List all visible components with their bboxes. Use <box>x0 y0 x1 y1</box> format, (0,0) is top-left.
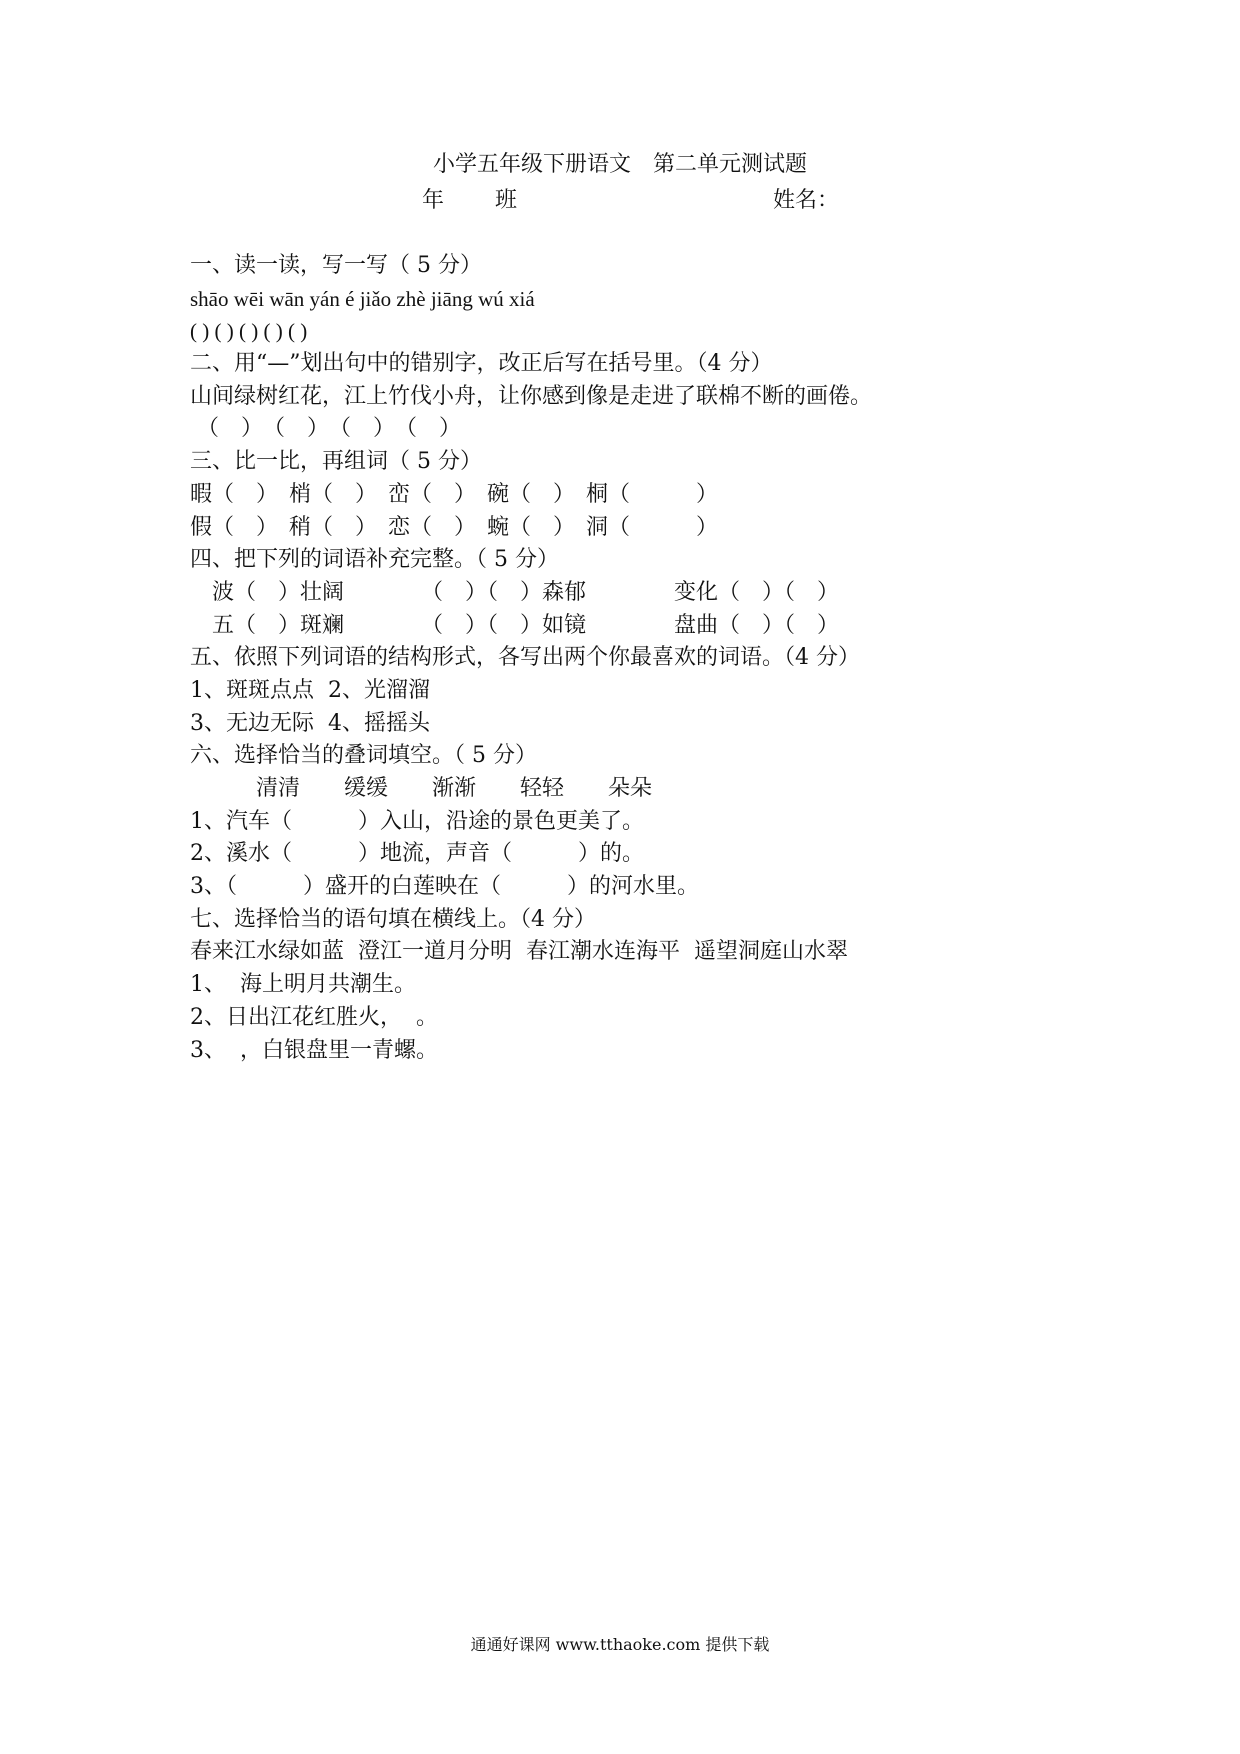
class-label: 班 <box>495 188 518 213</box>
exam-content <box>190 250 1190 1067</box>
fill-sentence: 1、汽车（ ）入山，沿途的景色更美了。 <box>190 808 644 834</box>
fill-sentence: 2、溪水（ ）地流，声音（ ）的。 <box>190 841 644 867</box>
grade-label: 年 <box>422 188 445 213</box>
pattern-row: 1、斑斑点点 2、光溜溜 <box>190 677 430 703</box>
word-bank: 清清 缓缓 渐渐 轻轻 朵朵 <box>190 776 653 801</box>
fill-sentence: 3、（ ）盛开的白莲映在（ ）的河水里。 <box>190 874 699 900</box>
compare-row: 假（ ） 稍（ ） 恋（ ） 蜿（ ） 洞（ ） <box>190 514 719 540</box>
phrase-bank: 春来江水绿如蓝 澄江一道月分明 春江潮水连海平 遥望洞庭山水翠 <box>190 939 848 965</box>
page-title: 小学五年级下册语文 第二单元测试题 <box>432 152 807 177</box>
section-6-heading: 六、选择恰当的叠词填空。（ 5 分） <box>190 743 537 769</box>
section-3-heading: 三、比一比，再组词（ 5 分） <box>190 449 482 475</box>
footer-credit: 通通好课网 www.tthaoke.com 提供下载 <box>470 1635 770 1654</box>
idiom-row: 五（ ）斑斓 （ ）（ ）如镜 盘曲（ ）（ ） <box>190 612 840 638</box>
name-label: 姓名： <box>773 188 840 213</box>
answer-brackets: （ ） （ ） （ ） （ ） <box>190 416 461 442</box>
section-2-heading: 二、用“—”划出句中的错别字，改正后写在括号里。（4 分） <box>190 351 773 377</box>
section-4-heading: 四、把下列的词语补充完整。（ 5 分） <box>190 547 559 573</box>
compare-row: 暇（ ） 梢（ ） 峦（ ） 碗（ ） 桐（ ） <box>190 481 719 507</box>
answer-brackets: ( ) ( ) ( ) ( ) ( ) <box>190 319 308 344</box>
section-5-heading: 五、依照下列词语的结构形式，各写出两个你最喜欢的词语。（4 分） <box>190 645 860 671</box>
section-7-heading: 七、选择恰当的语句填在横线上。（4 分） <box>190 906 596 932</box>
section-1-heading: 一、读一读，写一写（ 5 分） <box>190 253 482 278</box>
section-2-sentence: 山间绿树红花，江上竹伐小舟，让你感到像是走进了联棉不断的画倦。 <box>190 383 873 409</box>
idiom-row: 波（ ）壮阔 （ ）（ ）森郁 变化（ ）（ ） <box>190 579 840 605</box>
poem-line: 2、日出江花红胜火， 。 <box>190 1004 438 1030</box>
poem-line: 1、 海上明月共潮生。 <box>190 972 416 998</box>
pattern-row: 3、无边无际 4、摇摇头 <box>190 710 430 736</box>
poem-line: 3、 ，白银盘里一青螺。 <box>190 1037 438 1063</box>
pinyin-line: shāo wēi wān yán é jiǎo zhè jiāng wú xiá <box>190 286 535 311</box>
